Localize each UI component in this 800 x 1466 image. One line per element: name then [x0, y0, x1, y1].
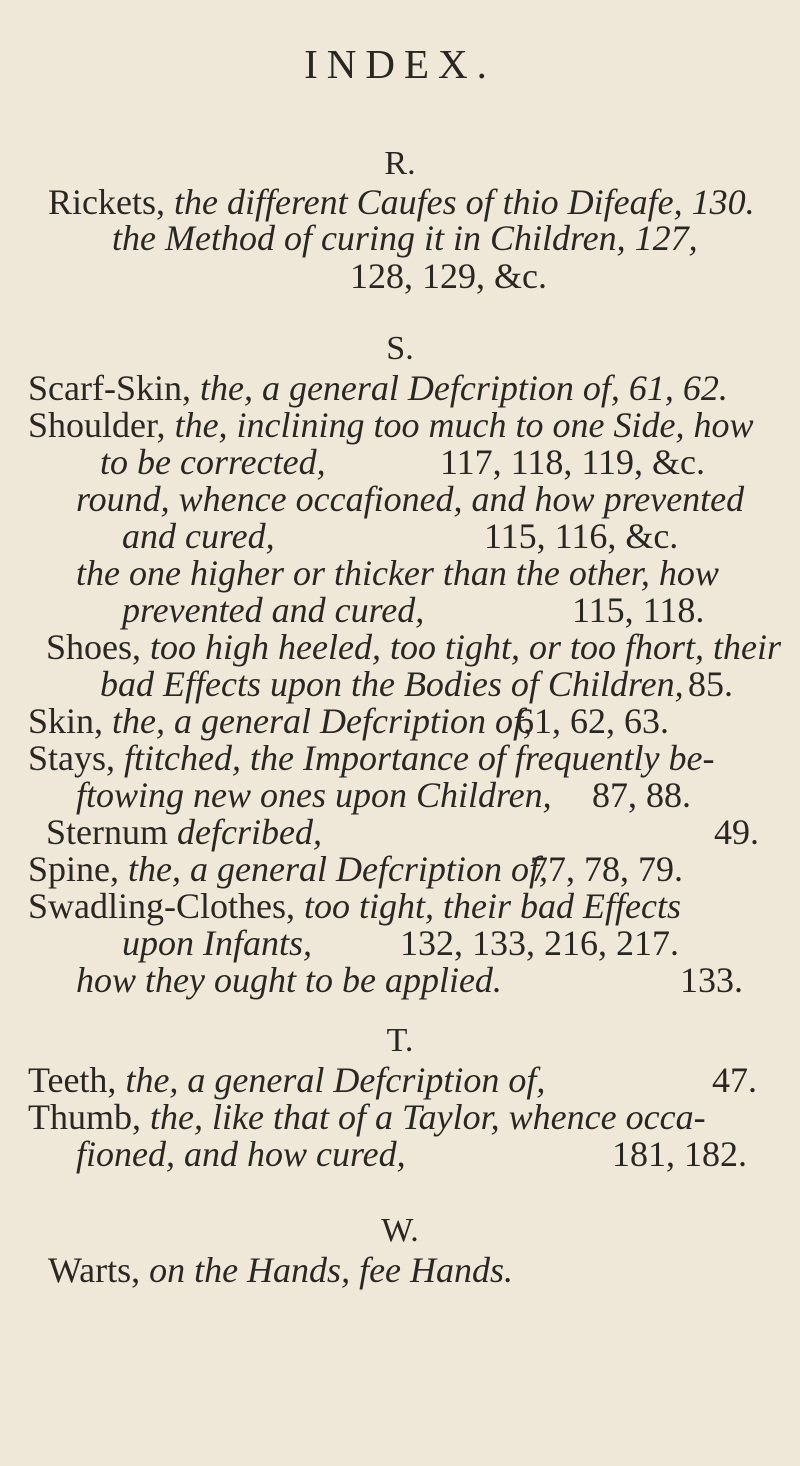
entry-shoulder: [28, 405, 753, 445]
entry-thumb-cont: [76, 1134, 406, 1174]
entry-shoulder-cont: [100, 442, 326, 482]
entry-text: the, a general Defcription of,: [119, 849, 548, 889]
entry-head: Warts,: [48, 1250, 141, 1290]
entry-text: the, a general Defcription of,: [103, 701, 532, 741]
entry-text: the, inclining too much to one Side, how: [165, 405, 754, 445]
page-title: INDEX.: [304, 41, 496, 87]
entry-text: defcribed,: [168, 812, 322, 852]
entry-warts: [48, 1250, 513, 1290]
section-letter-t: T.: [386, 1022, 414, 1059]
entry-text: the one higher or thicker than the other, how: [76, 553, 719, 593]
entry-head: Skin,: [28, 701, 104, 741]
entry-head: Teeth,: [28, 1060, 117, 1100]
entry-text: and cured,: [122, 516, 275, 556]
entry-stays: [28, 738, 715, 778]
entry-pages: 49.: [714, 812, 759, 852]
entry-swadling-cont: [122, 923, 312, 963]
entry-text: ftitched, the Importance of frequently be-: [115, 738, 715, 778]
entry-pages: 61, 62, 63.: [516, 701, 669, 741]
entry-pages: 115, 116, &c.: [484, 516, 679, 556]
entry-skin: [28, 701, 532, 741]
entry-stays-cont: [76, 775, 552, 815]
entry-rickets: [48, 182, 755, 222]
entry-pages: 115, 118.: [572, 590, 705, 630]
entry-text: how they ought to be applied.: [76, 960, 502, 1000]
entry-pages: 132, 133, 216, 217.: [400, 923, 679, 963]
section-letter-w: W.: [381, 1212, 419, 1249]
entry-swadling-applied: [76, 960, 502, 1000]
entry-shoes-cont: [100, 664, 684, 704]
entry-text: the, a general Defcription of,: [116, 1060, 546, 1100]
entry-text: the Method of curing it in Children, 127,: [112, 218, 698, 258]
entry-head: Stays,: [28, 738, 116, 778]
entry-text: to be corrected,: [100, 442, 326, 482]
entry-pages: 133.: [680, 960, 743, 1000]
entry-text: too tight, their bad Effects: [295, 886, 681, 926]
entry-spine: [28, 849, 548, 889]
entry-pages: 47.: [712, 1060, 757, 1100]
entry-text: prevented and cured,: [122, 590, 425, 630]
entry-shoulder-cured: [122, 516, 275, 556]
entry-text: bad Effects upon the Bodies of Children,: [100, 664, 684, 704]
entry-shoulder-higher: [76, 553, 719, 593]
entry-head: Thumb,: [28, 1097, 141, 1137]
entry-text: the different Caufes of thio Difeafe, 130.: [164, 182, 755, 222]
entry-head: Shoulder,: [28, 405, 166, 445]
entry-pages: 85.: [688, 664, 733, 704]
entry-shoulder-prevented: [122, 590, 424, 630]
entry-pages: 87, 88.: [592, 775, 691, 815]
section-letter-s: S.: [386, 330, 414, 367]
entry-text: the, like that of a Taylor, whence occa-: [141, 1097, 706, 1137]
entry-text: too high heeled, too tight, or too fhort, their: [141, 627, 781, 667]
entry-pages: 128, 129, &c.: [350, 256, 547, 296]
entry-text: the, a general Defcription of, 61, 62.: [190, 368, 728, 408]
entry-text: fioned, and how cured,: [76, 1134, 406, 1174]
entry-text: upon Infants,: [122, 923, 313, 963]
entry-shoulder-round: [76, 479, 744, 519]
entry-shoes: [46, 627, 781, 667]
entry-rickets-cont: [350, 256, 547, 296]
entry-thumb: [28, 1097, 706, 1137]
entry-head: Shoes,: [46, 627, 142, 667]
section-letter-r: R.: [384, 145, 416, 182]
entry-head: Rickets,: [48, 182, 165, 222]
entry-teeth: [28, 1060, 545, 1100]
entry-pages: 181, 182.: [612, 1134, 747, 1174]
entry-text: ftowing new ones upon Children,: [76, 775, 552, 815]
entry-scarf-skin: [28, 368, 728, 408]
entry-head: Sternum: [46, 812, 168, 852]
entry-head: Scarf-Skin,: [28, 368, 191, 408]
entry-head: Swadling-Clothes,: [28, 886, 295, 926]
entry-pages: 117, 118, 119, &c.: [440, 442, 705, 482]
entry-head: Spine,: [28, 849, 120, 889]
entry-swadling-clothes: [28, 886, 681, 926]
entry-pages: 77, 78, 79.: [530, 849, 683, 889]
entry-text: on the Hands, fee Hands.: [140, 1250, 514, 1290]
entry-text: round, whence occafioned, and how prevented: [76, 479, 745, 519]
entry-sternum: [46, 812, 322, 852]
entry-rickets-cont: [112, 218, 698, 258]
